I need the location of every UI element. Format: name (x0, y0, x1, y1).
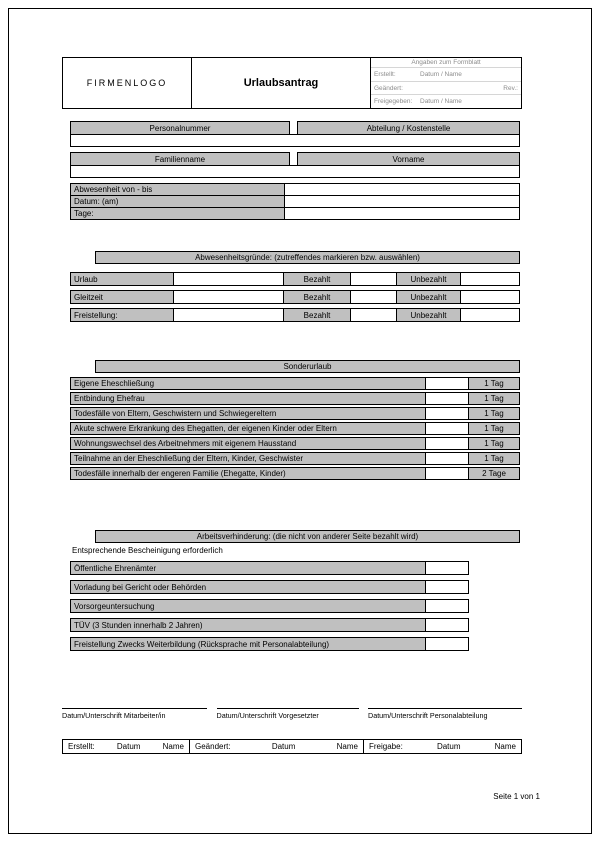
absence-dates-section (70, 183, 520, 220)
sonderurlaub-section-header: Sonderurlaub (95, 360, 520, 373)
revision-cell-name: Name (162, 742, 184, 751)
page-number: Seite 1 von 1 (493, 792, 540, 801)
formblatt-row-rev: Rev.: (503, 84, 518, 92)
formblatt-title: Angaben zum Formblatt (411, 59, 481, 66)
company-logo: FIRMENLOGO (63, 58, 192, 108)
sonderurlaub-checkbox-field[interactable] (425, 392, 469, 405)
arbeitsverhinderung-label: Vorsorgeuntersuchung (70, 599, 426, 613)
unpaid-checkbox-field[interactable] (460, 308, 520, 322)
formblatt-row-label: Geändert: (374, 84, 403, 92)
arbeitsverhinderung-row (70, 637, 469, 651)
sonderurlaub-checkbox-field[interactable] (425, 377, 469, 390)
formblatt-info-box (371, 58, 521, 108)
familienname-vorname-field[interactable] (70, 165, 520, 178)
revision-cell (363, 739, 522, 754)
revision-cell-datum: Datum (116, 742, 141, 751)
formblatt-row-label: Freigegeben: (374, 98, 413, 106)
familienname-header: Familienname (70, 152, 290, 166)
unpaid-checkbox-field[interactable] (460, 272, 520, 286)
arbeitsverhinderung-label: Vorladung bei Gericht oder Behörden (70, 580, 426, 594)
reason-label: Gleitzeit (70, 290, 174, 304)
sonderurlaub-label: Akute schwere Erkrankung des Ehegatten, der eigenen Kinder oder Eltern (70, 422, 426, 435)
signature-block[interactable] (368, 708, 522, 720)
arbeitsverhinderung-row (70, 599, 469, 613)
formblatt-row (371, 67, 521, 81)
revision-cell-name: Name (494, 742, 516, 751)
reason-row (70, 290, 520, 304)
formblatt-row (371, 81, 521, 95)
sonderurlaub-days: 1 Tag (468, 392, 520, 405)
form-title: Urlaubsantrag (192, 58, 371, 108)
revision-footer (62, 739, 522, 754)
revision-cell-name: Name (336, 742, 358, 751)
revision-cell (189, 739, 364, 754)
sonderurlaub-checkbox-field[interactable] (425, 407, 469, 420)
reason-row (70, 272, 520, 286)
sonderurlaub-label: Wohnungswechsel des Arbeitnehmers mit eigenem Hausstand (70, 437, 426, 450)
absence-row-field[interactable] (284, 207, 520, 220)
arbeitsverhinderung-section-header: Arbeitsverhinderung: (die nicht von anderer Seite bezahlt wird) (95, 530, 520, 543)
arbeitsverhinderung-checkbox-field[interactable] (425, 637, 469, 651)
sonderurlaub-days: 1 Tag (468, 407, 520, 420)
reason-value-field[interactable] (173, 308, 284, 322)
sonderurlaub-row (70, 452, 520, 465)
reason-value-field[interactable] (173, 290, 284, 304)
signature-label: Datum/Unterschrift Personalabteilung (368, 711, 488, 720)
arbeitsverhinderung-row (70, 561, 469, 575)
sonderurlaub-days: 1 Tag (468, 422, 520, 435)
sonderurlaub-label: Todesfälle von Eltern, Geschwistern und Schwiegereltern (70, 407, 426, 420)
arbeitsverhinderung-rows (70, 561, 469, 656)
formblatt-row-value: Datum / Name (420, 70, 462, 78)
arbeitsverhinderung-checkbox-field[interactable] (425, 561, 469, 575)
vorname-header: Vorname (297, 152, 520, 166)
sonderurlaub-row (70, 377, 520, 390)
signature-label: Datum/Unterschrift Mitarbeiter/in (62, 711, 166, 720)
unpaid-label: Unbezahlt (396, 272, 461, 286)
signature-block[interactable] (62, 708, 207, 720)
arbeitsverhinderung-row (70, 618, 469, 632)
paid-label: Bezahlt (283, 308, 351, 322)
sonderurlaub-checkbox-field[interactable] (425, 452, 469, 465)
certificate-note: Entsprechende Bescheinigung erforderlich (72, 546, 223, 555)
revision-cell (62, 739, 190, 754)
sonderurlaub-checkbox-field[interactable] (425, 437, 469, 450)
unpaid-label: Unbezahlt (396, 308, 461, 322)
sonderurlaub-label: Todesfälle innerhalb der engeren Familie (Ehegatte, Kinder) (70, 467, 426, 480)
absence-row-label: Abwesenheit von - bis (70, 183, 285, 196)
paid-label: Bezahlt (283, 272, 351, 286)
sonderurlaub-row (70, 422, 520, 435)
reason-label: Urlaub (70, 272, 174, 286)
signature-section (62, 708, 522, 720)
arbeitsverhinderung-label: Öffentliche Ehrenämter (70, 561, 426, 575)
header-gap (290, 152, 297, 166)
header-gap (290, 121, 297, 135)
absence-row-label: Tage: (70, 207, 285, 220)
sonderurlaub-rows (70, 377, 520, 482)
sonderurlaub-days: 1 Tag (468, 452, 520, 465)
sonderurlaub-row (70, 407, 520, 420)
reason-label: Freistellung: (70, 308, 174, 322)
abteilung-kostenstelle-header: Abteilung / Kostenstelle (297, 121, 520, 135)
revision-cell-label: Geändert: (195, 742, 231, 751)
sonderurlaub-label: Entbindung Ehefrau (70, 392, 426, 405)
personal-number-section (70, 121, 520, 147)
signature-label: Datum/Unterschrift Vorgesetzter (216, 711, 319, 720)
sonderurlaub-days: 1 Tag (468, 437, 520, 450)
arbeitsverhinderung-label: TÜV (3 Stunden innerhalb 2 Jahren) (70, 618, 426, 632)
formblatt-row (371, 94, 521, 108)
revision-cell-label: Erstellt: (68, 742, 95, 751)
sonderurlaub-row (70, 467, 520, 480)
absence-row (70, 207, 520, 220)
sonderurlaub-row (70, 437, 520, 450)
paid-checkbox-field[interactable] (350, 290, 397, 304)
sonderurlaub-days: 1 Tag (468, 377, 520, 390)
formblatt-row-value: Datum / Name (420, 98, 462, 106)
unpaid-checkbox-field[interactable] (460, 290, 520, 304)
revision-cell-label: Freigabe: (369, 742, 403, 751)
sonderurlaub-checkbox-field[interactable] (425, 422, 469, 435)
arbeitsverhinderung-label: Freistellung Zwecks Weiterbildung (Rücksprache mit Personalabteilung) (70, 637, 426, 651)
reason-value-field[interactable] (173, 272, 284, 286)
formblatt-row-label: Erstellt: (374, 70, 396, 78)
form-header (62, 57, 522, 109)
paid-checkbox-field[interactable] (350, 308, 397, 322)
personalnummer-header: Personalnummer (70, 121, 290, 135)
paid-checkbox-field[interactable] (350, 272, 397, 286)
paid-label: Bezahlt (283, 290, 351, 304)
arbeitsverhinderung-checkbox-field[interactable] (425, 599, 469, 613)
reason-row (70, 308, 520, 322)
arbeitsverhinderung-row (70, 580, 469, 594)
arbeitsverhinderung-checkbox-field[interactable] (425, 618, 469, 632)
revision-cell-datum: Datum (271, 742, 296, 751)
name-section (70, 152, 520, 178)
sonderurlaub-row (70, 392, 520, 405)
reasons-rows (70, 272, 520, 326)
absence-row-label: Datum: (am) (70, 195, 285, 208)
revision-cell-datum: Datum (436, 742, 461, 751)
unpaid-label: Unbezahlt (396, 290, 461, 304)
signature-block[interactable] (217, 708, 359, 720)
sonderurlaub-checkbox-field[interactable] (425, 467, 469, 480)
personalnummer-abteilung-field[interactable] (70, 134, 520, 147)
arbeitsverhinderung-checkbox-field[interactable] (425, 580, 469, 594)
sonderurlaub-label: Teilnahme an der Eheschließung der Eltern, Kinder, Geschwister (70, 452, 426, 465)
sonderurlaub-days: 2 Tage (468, 467, 520, 480)
sonderurlaub-label: Eigene Eheschließung (70, 377, 426, 390)
reasons-section-header: Abwesenheitsgründe: (zutreffendes markieren bzw. auswählen) (95, 251, 520, 264)
